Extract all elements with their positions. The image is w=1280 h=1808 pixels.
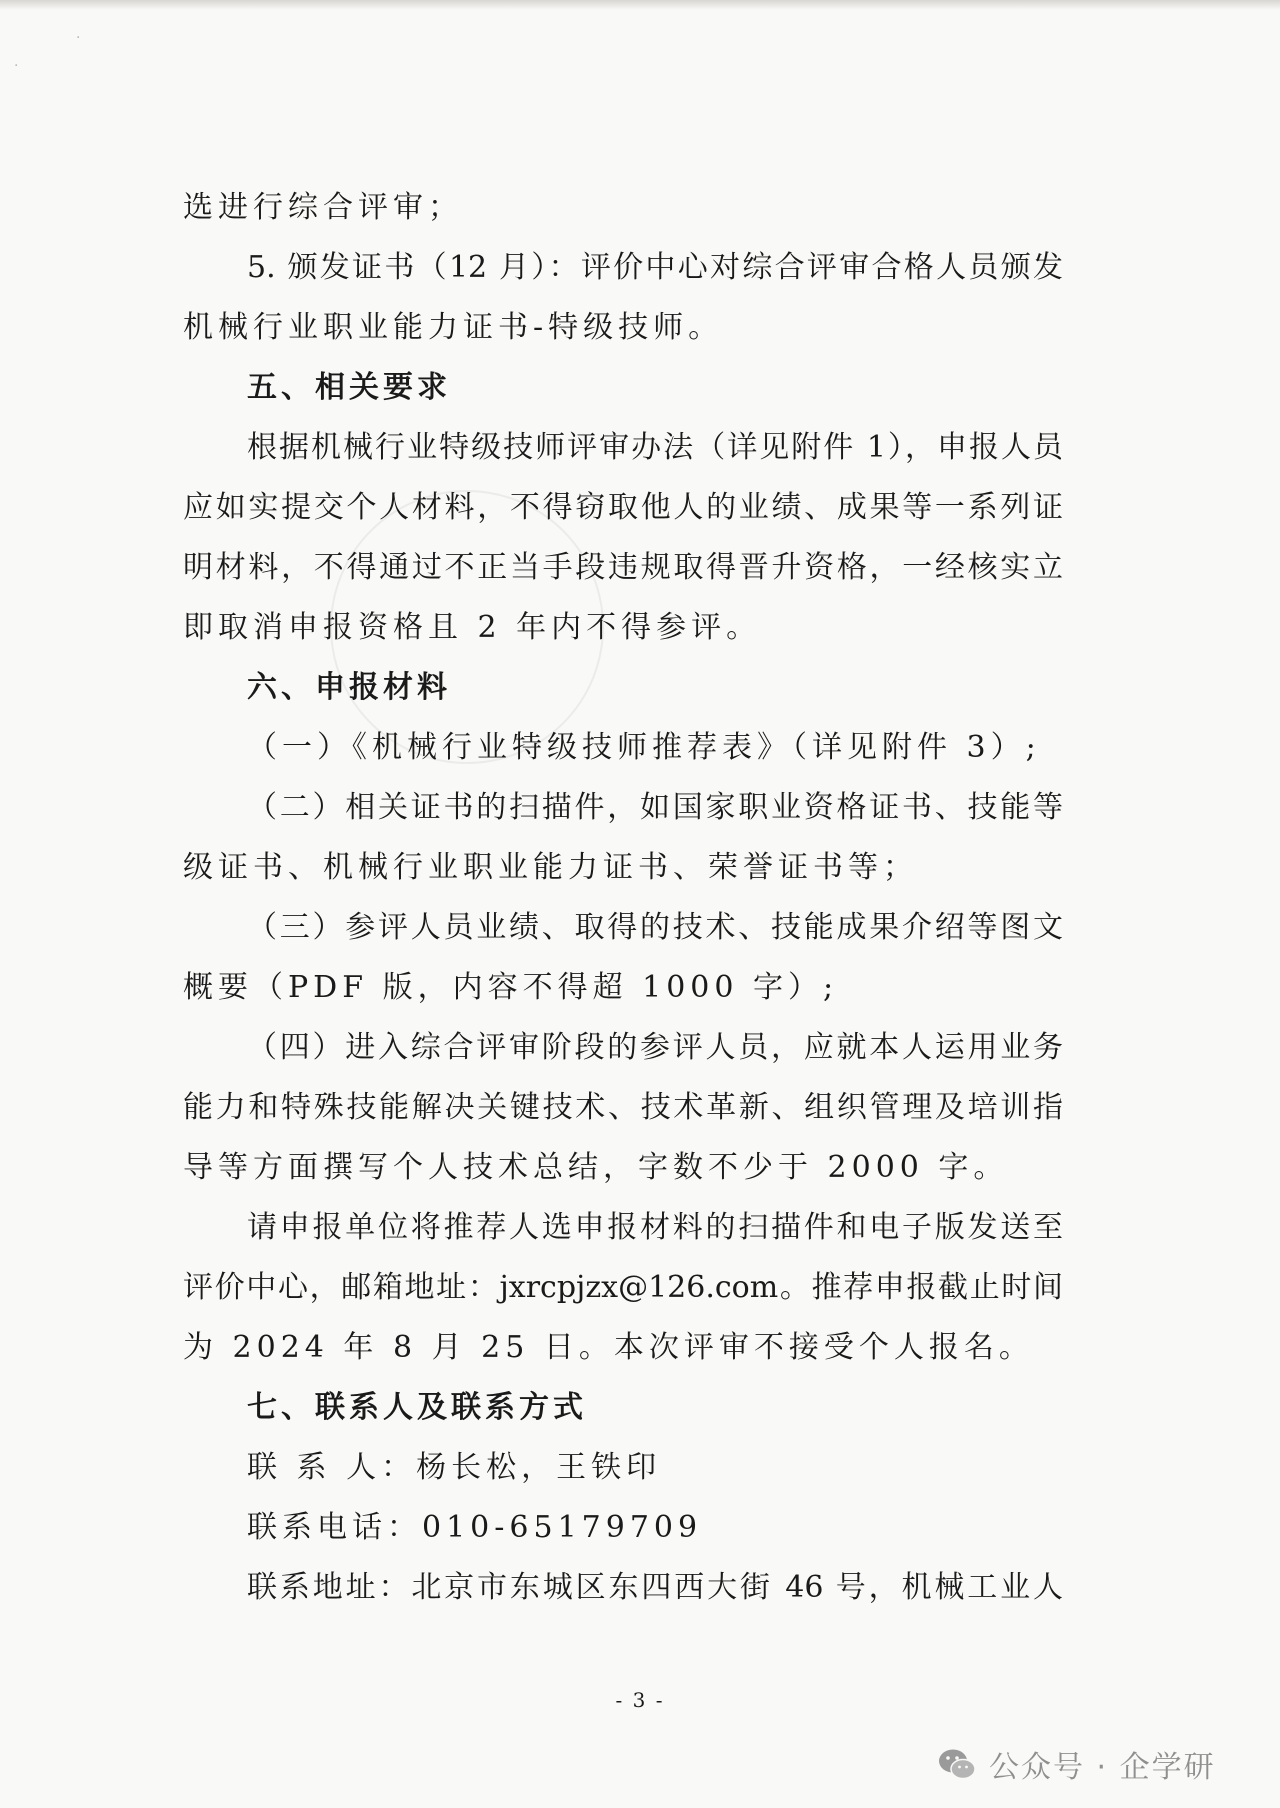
text-line: （二）相关证书的扫描件，如国家职业资格证书、技能等 <box>247 790 1063 825</box>
text-line: 明材料，不得通过不正当手段违规取得晋升资格，一经核实立 <box>183 550 1063 585</box>
scan-speck: · <box>76 30 81 46</box>
document-body <box>183 178 1063 1618</box>
text-line: 评价中心，邮箱地址：jxrcpjzx@126.com。推荐申报截止时间 <box>183 1270 1063 1305</box>
watermark-text: 公众号 · 企学研 <box>989 1750 1216 1785</box>
scan-speck: · <box>14 58 19 74</box>
text-line: 概要（PDF 版，内容不得超 1000 字）; <box>183 970 839 1005</box>
wechat-icon <box>935 1742 979 1786</box>
section-heading: 六、申报材料 <box>247 670 451 705</box>
text-line: 应如实提交个人材料，不得窃取他人的业绩、成果等一系列证 <box>183 490 1063 525</box>
page-number: - 3 - <box>615 1688 665 1712</box>
text-line: （四）进入综合评审阶段的参评人员，应就本人运用业务 <box>247 1030 1063 1065</box>
text-line: 即取消申报资格且 2 年内不得参评。 <box>183 610 762 645</box>
text-line: 级证书、机械行业职业能力证书、荣誉证书等； <box>183 850 918 885</box>
text-line: 机械行业职业能力证书-特级技师。 <box>183 310 724 345</box>
text-line: 能力和特殊技能解决关键技术、技术革新、组织管理及培训指 <box>183 1090 1063 1125</box>
section-heading: 七、联系人及联系方式 <box>247 1390 587 1425</box>
text-line: 联 系 人：杨长松，王铁印 <box>247 1450 662 1485</box>
text-line: 为 2024 年 8 月 25 日。本次评审不接受个人报名。 <box>183 1330 1034 1365</box>
section-heading: 五、相关要求 <box>247 370 451 405</box>
scan-edge <box>0 0 1280 10</box>
text-line: （三）参评人员业绩、取得的技术、技能成果介绍等图文 <box>247 910 1063 945</box>
watermark <box>935 1742 1216 1786</box>
text-line: 选进行综合评审； <box>183 190 463 225</box>
text-line: 5. 颁发证书（12 月）：评价中心对综合评审合格人员颁发 <box>247 250 1063 285</box>
text-line: 联系地址：北京市东城区东四西大街 46 号，机械工业人 <box>247 1570 1063 1605</box>
text-line: 请申报单位将推荐人选申报材料的扫描件和电子版发送至 <box>247 1210 1063 1245</box>
text-line: 导等方面撰写个人技术总结，字数不少于 2000 字。 <box>183 1150 1009 1185</box>
text-line: 根据机械行业特级技师评审办法（详见附件 1），申报人员 <box>247 430 1063 465</box>
text-line: 联系电话：010-65179709 <box>247 1510 703 1545</box>
text-line: （一）《机械行业特级技师推荐表》（详见附件 3）; <box>247 730 1041 765</box>
